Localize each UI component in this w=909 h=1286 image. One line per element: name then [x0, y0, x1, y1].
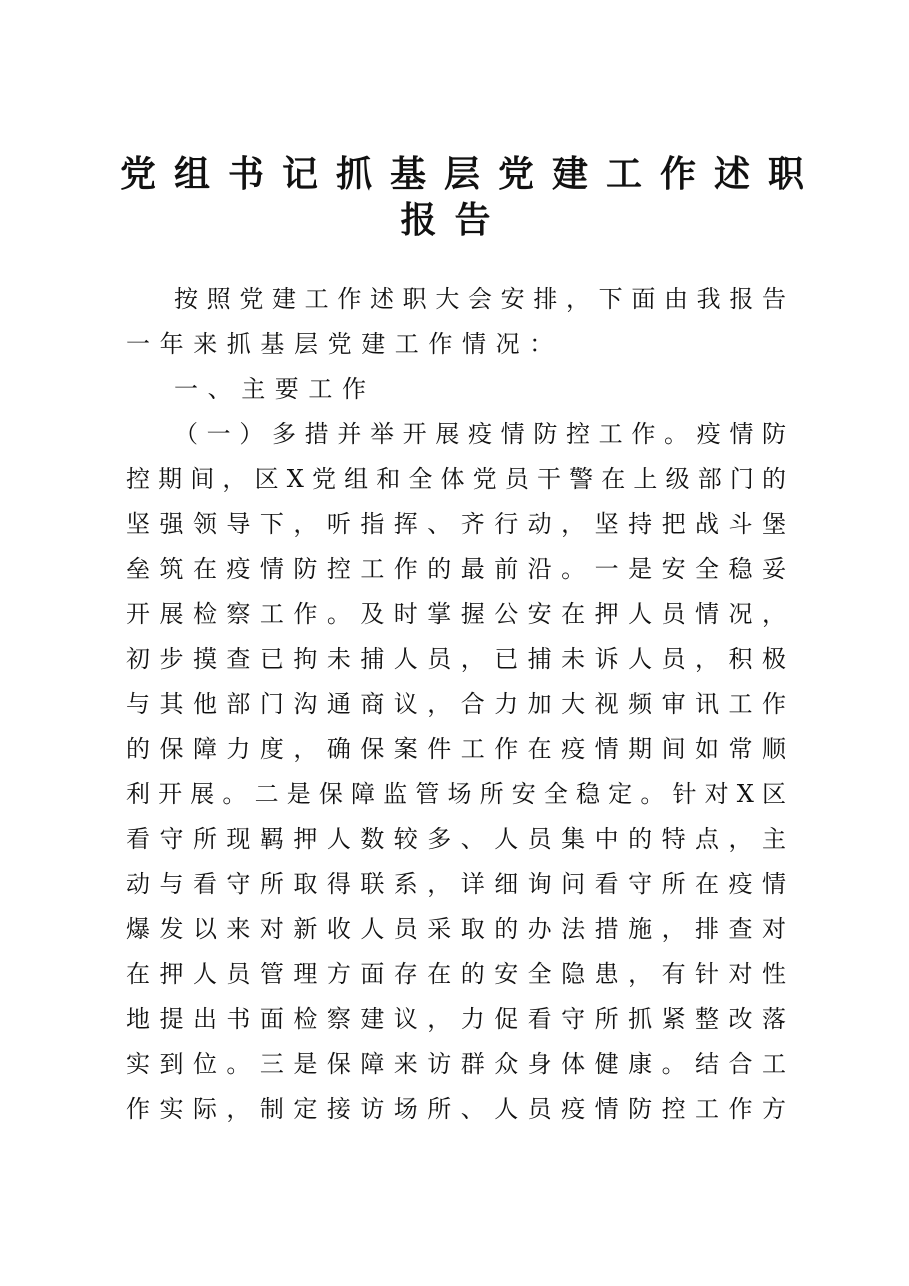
body-line: 作实际，制定接访场所、人员疫情防控工作方 — [126, 1095, 786, 1123]
section-heading: 一、主要工作 — [174, 375, 376, 403]
body-line: 动与看守所取得联系，详细询问看守所在疫情 — [126, 870, 786, 898]
document-title-line-2: 报告 — [400, 199, 509, 241]
body-line: 一年来抓基层党建工作情况： — [126, 330, 563, 358]
body-line: 的保障力度，确保案件工作在疫情期间如常顺 — [126, 735, 786, 763]
body-line: 坚强领导下，听指挥、齐行动，坚持把战斗堡 — [126, 510, 786, 538]
body-line: 垒筑在疫情防控工作的最前沿。一是安全稳妥 — [126, 555, 786, 583]
body-line: 利开展。二是保障监管场所安全稳定。针对X区 — [126, 780, 786, 808]
body-line: 开展检察工作。及时掌握公安在押人员情况， — [126, 600, 786, 628]
document-title-line-1: 党组书记抓基层党建工作述职 — [120, 153, 823, 195]
body-line: 爆发以来对新收人员采取的办法措施，排查对 — [126, 915, 786, 943]
body-line: 按照党建工作述职大会安排，下面由我报告 — [174, 285, 786, 313]
body-line: 控期间，区X党组和全体党员干警在上级部门的 — [126, 465, 786, 493]
body-line: 地提出书面检察建议，力促看守所抓紧整改落 — [126, 1005, 786, 1033]
body-line: 初步摸查已拘未捕人员，已捕未诉人员，积极 — [126, 645, 786, 673]
subsection-heading-line: （一）多措并举开展疫情防控工作。疫情防 — [174, 420, 786, 448]
body-line: 实到位。三是保障来访群众身体健康。结合工 — [126, 1050, 786, 1078]
body-line: 看守所现羁押人数较多、人员集中的特点，主 — [126, 825, 786, 853]
body-line: 在押人员管理方面存在的安全隐患，有针对性 — [126, 960, 786, 988]
body-line: 与其他部门沟通商议，合力加大视频审讯工作 — [126, 690, 786, 718]
